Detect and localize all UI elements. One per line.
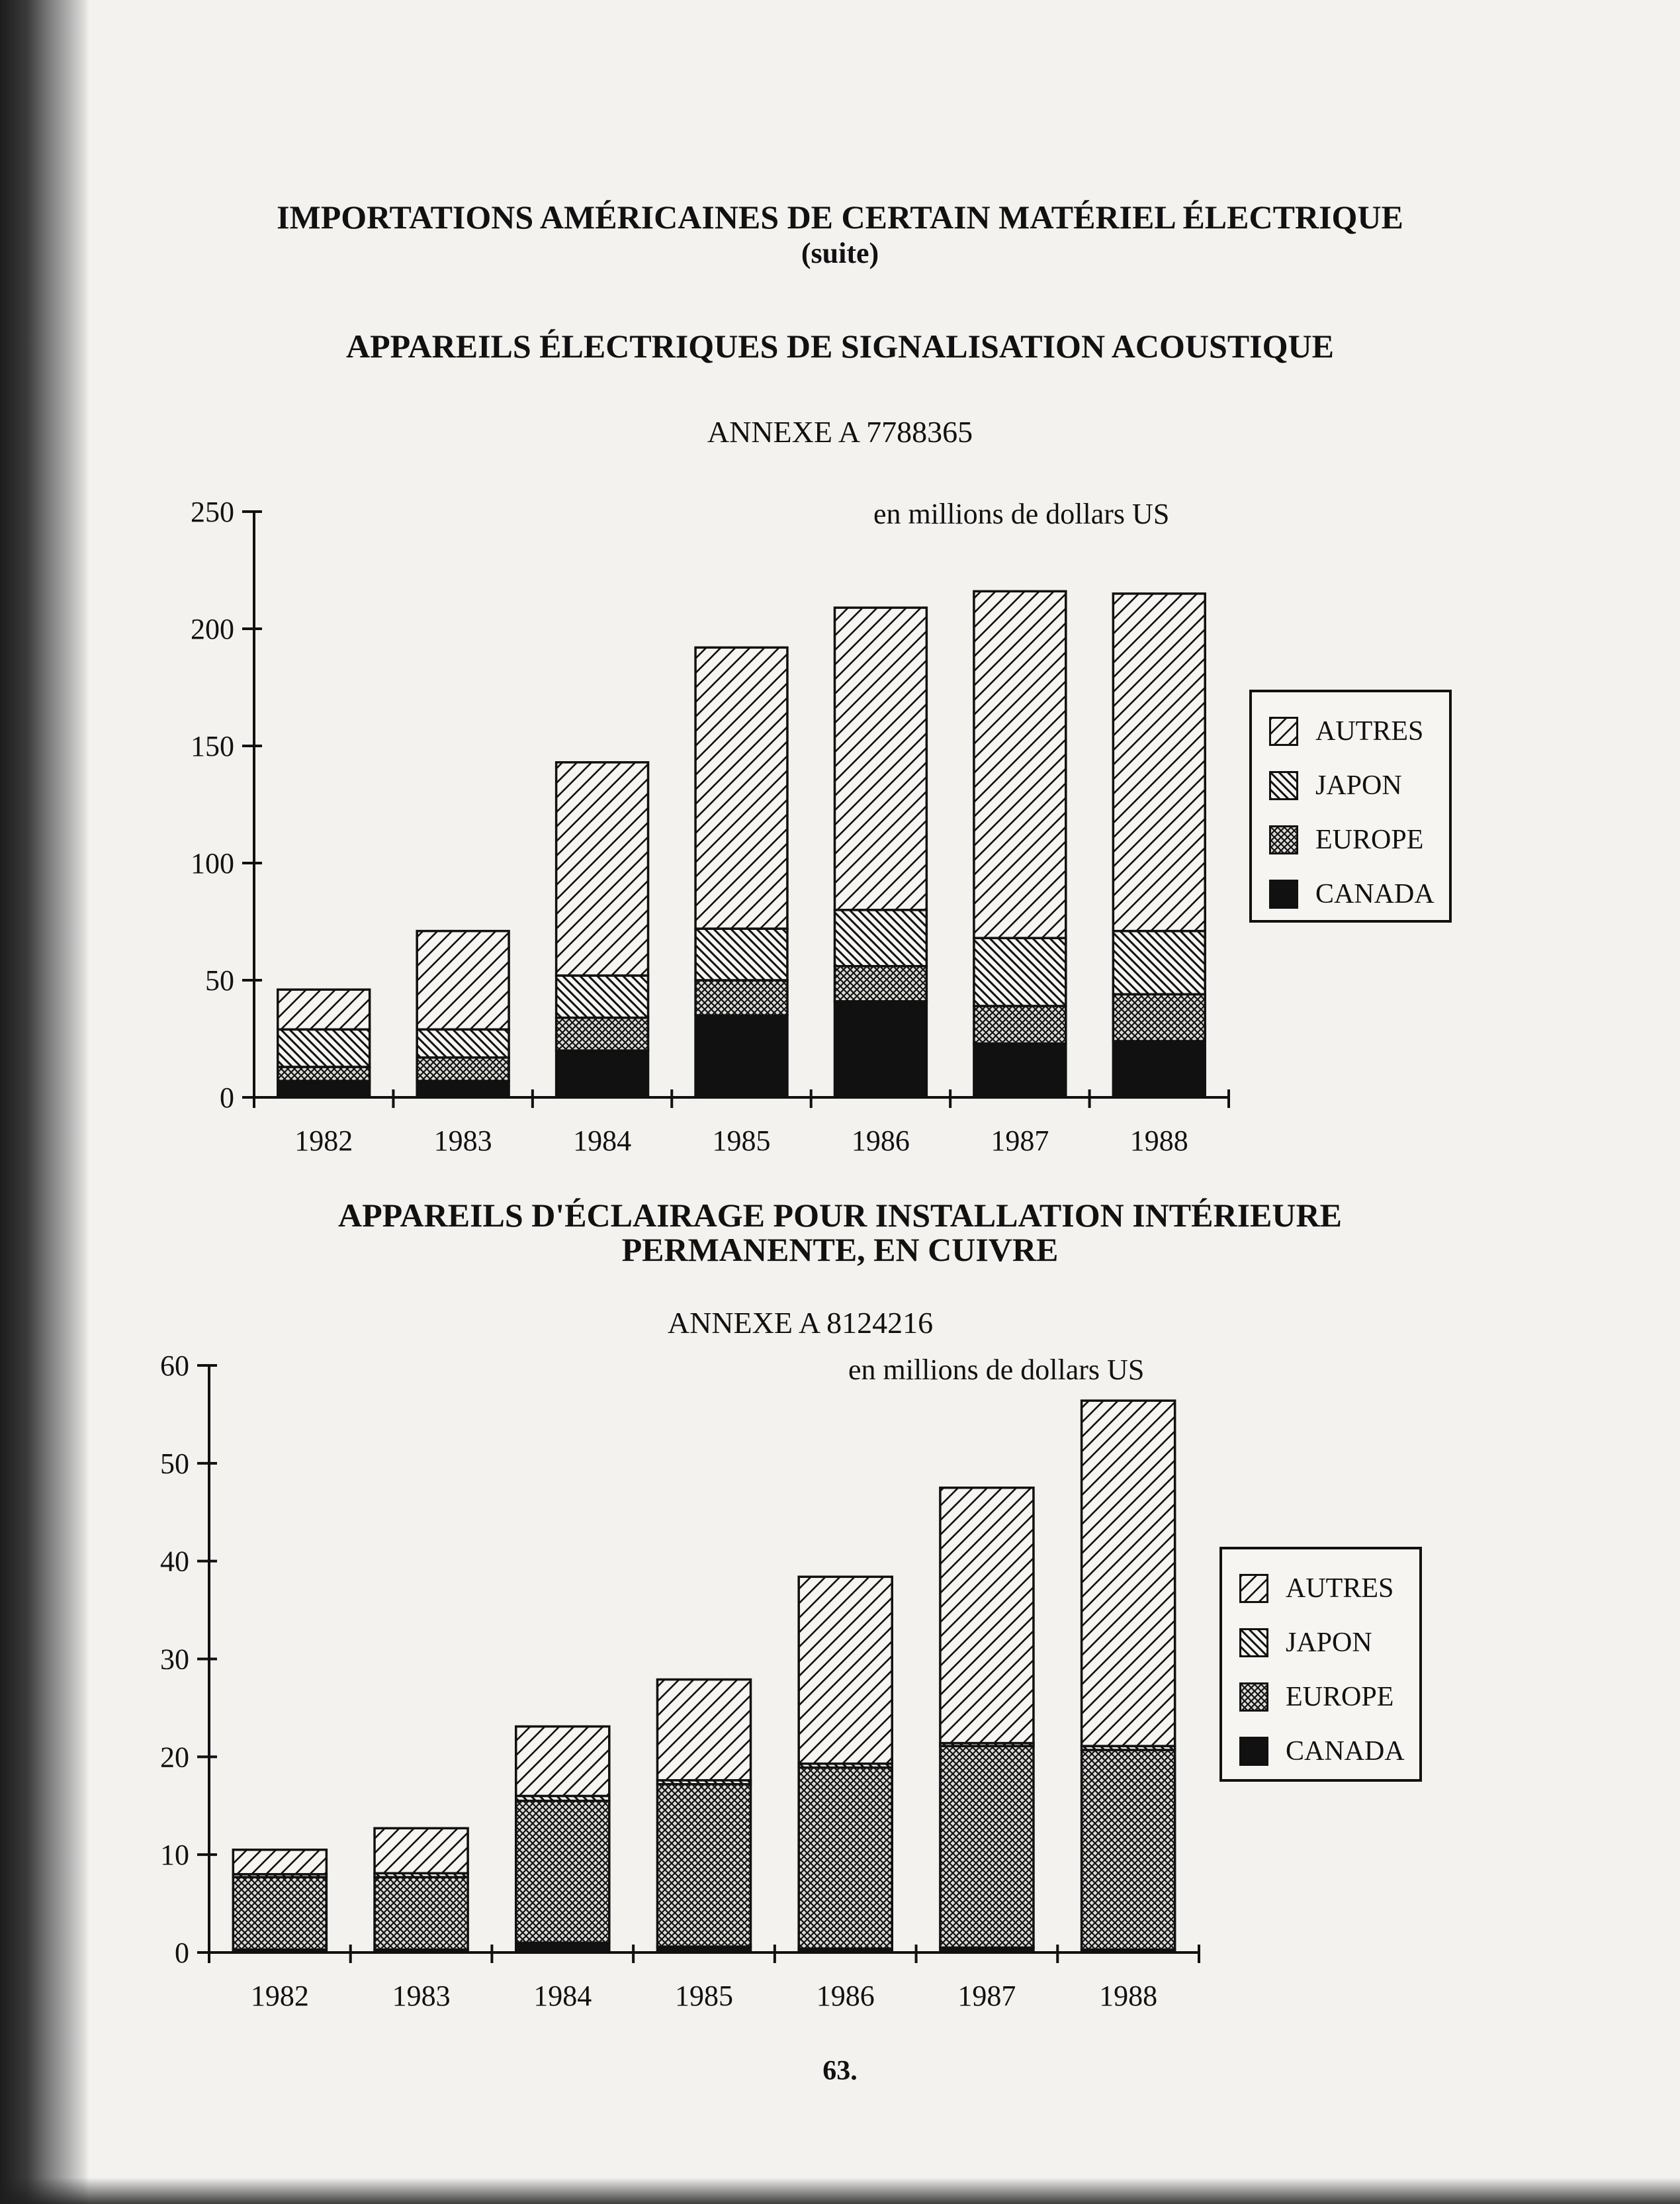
y-tick-label: 60 [160,1350,189,1382]
x-tick-label: 1982 [294,1125,353,1157]
y-tick-label: 20 [160,1741,189,1774]
bar-segment-canada-1984 [516,1943,609,1952]
chart1-legend [1249,690,1452,923]
chart2-unit-note: en millions de dollars US [848,1354,1145,1386]
legend-swatch [1269,880,1298,909]
y-tick-label: 200 [191,613,234,645]
bar-segment-europe-1985 [657,1784,750,1947]
chart1-unit-note: en millions de dollars US [873,498,1170,530]
legend-item-autres [1239,1561,1402,1616]
y-tick-label: 50 [160,1447,189,1480]
legend-label: JAPON [1315,770,1402,801]
main-subtitle: (suite) [801,237,879,269]
legend-label: JAPON [1286,1628,1372,1658]
chart2-legend [1219,1547,1422,1782]
x-tick-label: 1983 [392,1980,451,2012]
y-tick-label: 250 [191,496,234,528]
chart2-annex: ANNEXE A 8124216 [667,1306,934,1340]
legend-item-autres [1269,704,1432,758]
bar-segment-autres-1983 [375,1828,468,1873]
legend-label: AUTRES [1315,716,1424,747]
y-tick-label: 50 [205,964,234,997]
chart2-title-line1: APPAREILS D'ÉCLAIRAGE POUR INSTALLATION INTÉRIEURE [338,1197,1342,1234]
bar-segment-europe-1982 [233,1877,326,1949]
legend-label: CANADA [1315,879,1435,909]
legend-item-europe [1239,1670,1402,1724]
bar-segment-europe-1988 [1082,1750,1175,1950]
legend-item-japon [1269,758,1432,813]
x-tick-label: 1984 [573,1125,632,1157]
legend-label: EUROPE [1315,825,1424,855]
page-number: 63. [822,2056,858,2086]
x-tick-label: 1987 [991,1125,1049,1157]
bar-segment-europe-1984 [516,1801,609,1943]
bar-segment-autres-1982 [233,1850,326,1874]
y-tick-label: 10 [160,1839,189,1872]
x-tick-label: 1986 [816,1980,875,2012]
bar-segment-europe-1986 [799,1768,892,1949]
legend-label: CANADA [1286,1736,1405,1767]
x-tick-label: 1984 [533,1980,592,2012]
y-tick-label: 40 [160,1545,189,1578]
legend-item-europe [1269,813,1432,867]
y-tick-label: 150 [191,730,234,762]
x-tick-label: 1986 [851,1125,910,1157]
x-tick-label: 1982 [250,1980,309,2012]
legend-swatch [1239,1737,1268,1766]
chart1-title: APPAREILS ÉLECTRIQUES DE SIGNALISATION ACOUSTIQUE [346,328,1334,365]
y-tick-label: 0 [220,1081,234,1114]
x-tick-label: 1985 [675,1980,733,2012]
bar-segment-autres-1986 [799,1577,892,1763]
chart1-annex: ANNEXE A 7788365 [707,415,973,449]
legend-swatch [1269,717,1298,746]
legend-swatch [1239,1682,1268,1712]
chart2-title-line2: PERMANENTE, EN CUIVRE [621,1231,1059,1268]
legend-swatch [1239,1628,1268,1657]
x-tick-label: 1988 [1129,1125,1188,1157]
y-tick-label: 30 [160,1643,189,1676]
legend-swatch [1239,1574,1268,1603]
legend-item-canada [1239,1724,1405,1778]
legend-item-japon [1239,1616,1402,1670]
legend-label: EUROPE [1286,1682,1394,1712]
y-tick-label: 100 [191,847,234,880]
bar-segment-autres-1987 [940,1488,1034,1743]
bar-segment-autres-1988 [1082,1400,1175,1746]
bar-segment-autres-1984 [516,1727,609,1796]
bar-segment-europe-1987 [940,1746,1034,1948]
x-tick-label: 1987 [957,1980,1016,2012]
legend-label: AUTRES [1286,1573,1394,1604]
x-tick-label: 1985 [712,1125,771,1157]
bar-segment-europe-1983 [375,1877,468,1949]
legend-swatch [1269,825,1298,854]
bar-segment-autres-1985 [657,1680,750,1780]
x-tick-label: 1988 [1099,1980,1158,2012]
legend-swatch [1269,771,1298,800]
main-title: IMPORTATIONS AMÉRICAINES DE CERTAIN MATÉRIEL ÉLECTRIQUE [277,199,1403,236]
legend-item-canada [1269,867,1435,921]
y-tick-label: 0 [175,1937,189,1969]
x-tick-label: 1983 [433,1125,492,1157]
